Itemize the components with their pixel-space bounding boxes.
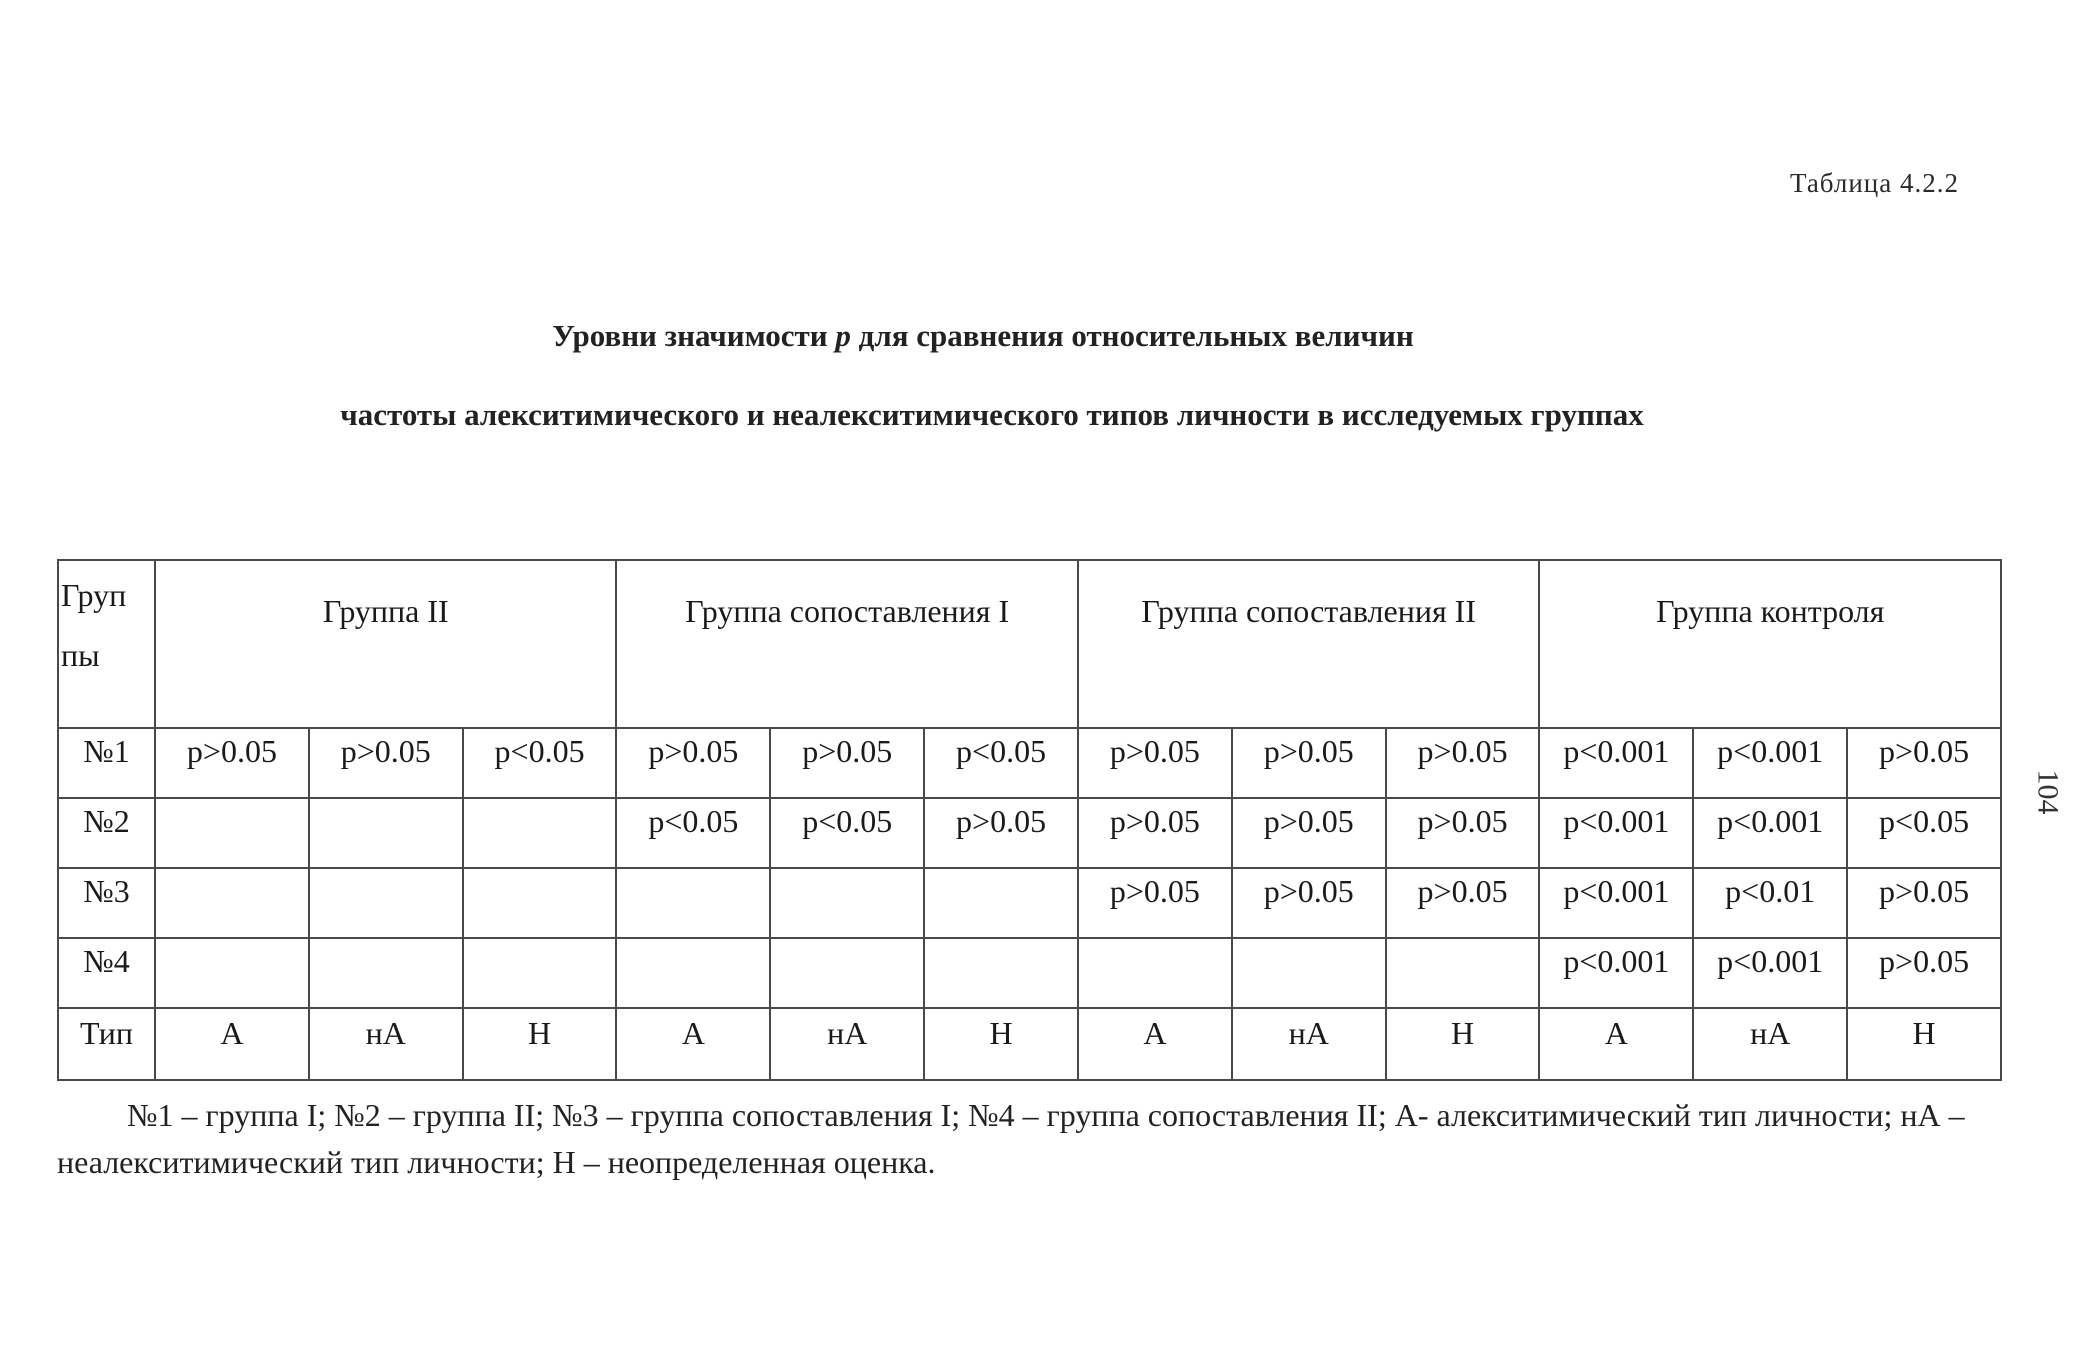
type-cell: нА [309, 1008, 463, 1080]
table-row [58, 938, 2001, 1008]
p-value-cell [463, 798, 617, 868]
p-value-cell: p>0.05 [1078, 728, 1232, 798]
p-value-cell: p<0.001 [1539, 728, 1693, 798]
p-value-cell: p<0.001 [1539, 938, 1693, 1008]
table-title-line-2: частоты алекситимического и неалекситимического типов личности в исследуемых группах [340, 397, 1644, 432]
p-value-cell [770, 868, 924, 938]
p-value-cell: p<0.001 [1539, 798, 1693, 868]
type-cell: А [616, 1008, 770, 1080]
p-value-cell: p>0.05 [1386, 798, 1540, 868]
p-value-cell [924, 868, 1078, 938]
p-value-cell: p>0.05 [1847, 938, 2001, 1008]
table-header-row [58, 560, 2001, 728]
type-cell: нА [1693, 1008, 1847, 1080]
p-value-cell: p>0.05 [1386, 868, 1540, 938]
row-label: №1 [58, 728, 155, 798]
p-value-cell [155, 868, 309, 938]
p-value-cell: p>0.05 [1386, 728, 1540, 798]
group-header: Группа II [155, 560, 616, 728]
p-value-cell [155, 938, 309, 1008]
significance-table [57, 559, 2002, 1081]
row-label: №3 [58, 868, 155, 938]
type-cell: А [155, 1008, 309, 1080]
p-value-cell: p>0.05 [616, 728, 770, 798]
p-value-cell: p<0.05 [770, 798, 924, 868]
p-value-cell [1078, 938, 1232, 1008]
p-value-cell [309, 868, 463, 938]
type-row [58, 1008, 2001, 1080]
p-value-cell [463, 938, 617, 1008]
p-value-cell: p<0.001 [1693, 728, 1847, 798]
p-value-cell: p>0.05 [1232, 868, 1386, 938]
p-value-cell: p>0.05 [1232, 728, 1386, 798]
p-value-cell [463, 868, 617, 938]
table-row [58, 728, 2001, 798]
type-cell: нА [770, 1008, 924, 1080]
p-value-cell [1386, 938, 1540, 1008]
type-cell: нА [1232, 1008, 1386, 1080]
row-label: №4 [58, 938, 155, 1008]
title-p-symbol: p [835, 318, 851, 353]
type-cell: А [1078, 1008, 1232, 1080]
p-value-cell: p>0.05 [1847, 868, 2001, 938]
p-value-cell [309, 798, 463, 868]
table-label: Таблица 4.2.2 [1790, 168, 1959, 198]
p-value-cell [616, 938, 770, 1008]
p-value-cell: p<0.05 [616, 798, 770, 868]
p-value-cell [616, 868, 770, 938]
type-cell: Н [463, 1008, 617, 1080]
p-value-cell [924, 938, 1078, 1008]
group-header: Группа сопоставления II [1078, 560, 1539, 728]
p-value-cell: p>0.05 [1078, 798, 1232, 868]
p-value-cell: p>0.05 [924, 798, 1078, 868]
table-title-line-1 [0, 318, 2032, 354]
type-cell: Н [924, 1008, 1078, 1080]
p-value-cell [1232, 938, 1386, 1008]
p-value-cell: p<0.001 [1693, 798, 1847, 868]
p-value-cell: p<0.01 [1693, 868, 1847, 938]
footnote: №1 – группа I; №2 – группа II; №3 – группа сопоставления I; №4 – группа сопоставления II; А- алекситимический тип личности; нА – неалекситимический тип личности; Н – неопределенная оценка. [57, 1097, 1965, 1180]
p-value-cell: p<0.05 [1847, 798, 2001, 868]
p-value-cell: p<0.05 [924, 728, 1078, 798]
p-value-cell: p<0.001 [1693, 938, 1847, 1008]
group-header: Группа контроля [1539, 560, 2001, 728]
p-value-cell: p>0.05 [1232, 798, 1386, 868]
p-value-cell: p>0.05 [309, 728, 463, 798]
type-cell: Н [1847, 1008, 2001, 1080]
title-prefix: Уровни значимости [552, 318, 828, 353]
title-suffix: для сравнения относительных величин [858, 318, 1414, 353]
type-row-label: Тип [58, 1008, 155, 1080]
p-value-cell: p<0.001 [1539, 868, 1693, 938]
page-number: 104 [2031, 769, 2065, 815]
p-value-cell [155, 798, 309, 868]
group-header: Группа сопоставления I [616, 560, 1077, 728]
table-row [58, 868, 2001, 938]
p-value-cell [309, 938, 463, 1008]
p-value-cell: p>0.05 [1847, 728, 2001, 798]
corner-header: Груп пы [58, 560, 155, 728]
type-cell: А [1539, 1008, 1693, 1080]
row-label: №2 [58, 798, 155, 868]
p-value-cell [770, 938, 924, 1008]
p-value-cell: p<0.05 [463, 728, 617, 798]
table-row [58, 798, 2001, 868]
p-value-cell: p>0.05 [770, 728, 924, 798]
type-cell: Н [1386, 1008, 1540, 1080]
p-value-cell: p>0.05 [155, 728, 309, 798]
p-value-cell: p>0.05 [1078, 868, 1232, 938]
